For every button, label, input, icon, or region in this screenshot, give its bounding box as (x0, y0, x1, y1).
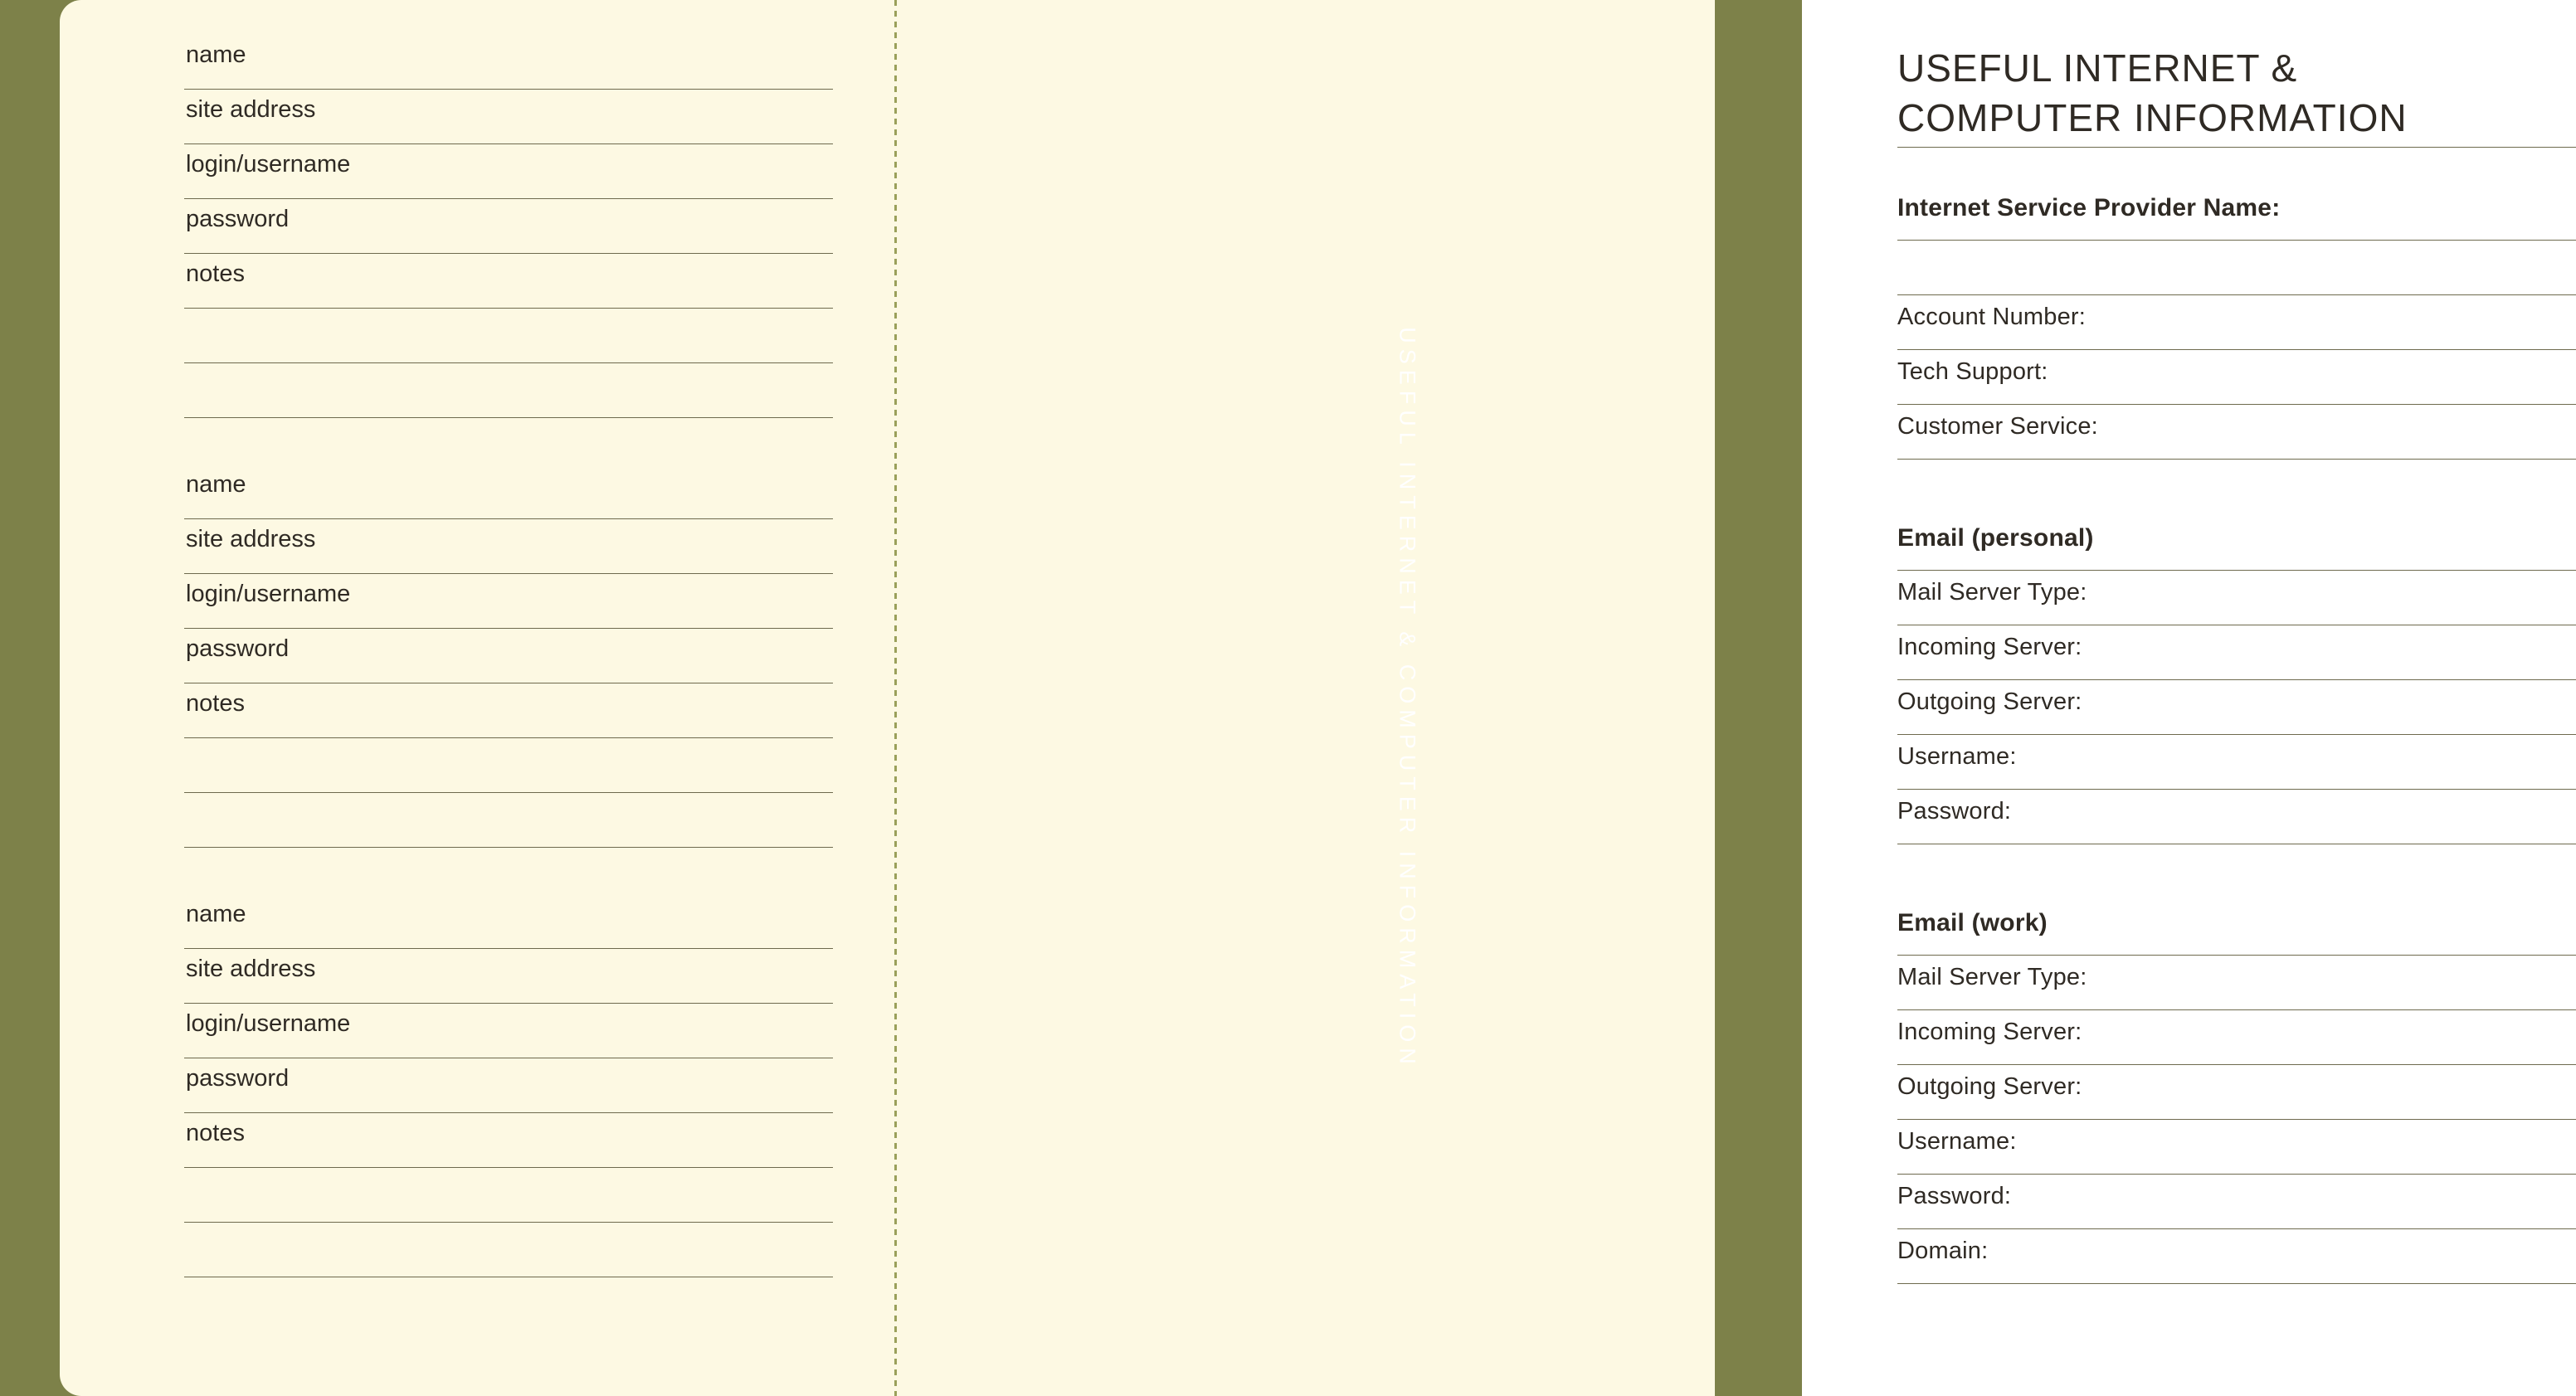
internet-info-form (1897, 48, 2576, 1292)
field-label: Username: (1897, 743, 2017, 771)
page-title (1897, 48, 2576, 148)
page-title-line-1: USEFUL INTERNET & (1897, 46, 2298, 90)
section-heading-label: Email (personal) (1897, 524, 2094, 552)
field-incoming-server-work[interactable] (1897, 1019, 2576, 1073)
section-heading-label: Email (work) (1897, 909, 2048, 937)
write-line (1897, 1228, 2576, 1229)
blank-write-line[interactable] (184, 372, 833, 426)
field-username-work[interactable] (1897, 1128, 2576, 1183)
field-label: name (186, 901, 246, 927)
write-line (184, 948, 833, 949)
write-line (1897, 1174, 2576, 1175)
field-password[interactable] (184, 637, 833, 692)
field-label: notes (186, 690, 245, 717)
write-line (184, 143, 833, 144)
blank-write-line[interactable] (184, 1231, 833, 1286)
blank-write-line[interactable] (184, 747, 833, 801)
section-heading-email-work (1897, 909, 2576, 964)
field-label: site address (186, 96, 316, 123)
field-label: notes (186, 260, 245, 287)
field-label: login/username (186, 1010, 351, 1037)
write-line (1897, 1064, 2576, 1065)
write-line (184, 847, 833, 848)
page-title-line-2: COMPUTER INFORMATION (1897, 95, 2408, 139)
field-notes[interactable] (184, 262, 833, 317)
section-tab-strip[interactable] (1395, 0, 1802, 1396)
field-login-username[interactable] (184, 1012, 833, 1067)
field-label: Password: (1897, 798, 2012, 825)
section-spacer (1897, 853, 2576, 902)
field-password-personal[interactable] (1897, 798, 2576, 853)
right-page (899, 0, 2408, 1396)
field-label: Incoming Server: (1897, 634, 2082, 661)
write-line (184, 1222, 833, 1223)
write-line (184, 89, 833, 90)
write-line (1897, 240, 2576, 241)
field-label: name (186, 471, 246, 498)
section-heading-isp[interactable] (1897, 194, 2576, 249)
credential-entry (184, 473, 833, 856)
field-label: Mail Server Type: (1897, 964, 2087, 991)
write-line (1897, 570, 2576, 571)
field-mail-server-type-work[interactable] (1897, 964, 2576, 1019)
field-label: password (186, 206, 290, 232)
field-label: Mail Server Type: (1897, 579, 2087, 606)
field-password[interactable] (184, 1067, 833, 1121)
field-name[interactable] (184, 473, 833, 528)
write-line (184, 792, 833, 793)
blank-write-line[interactable] (1897, 249, 2576, 304)
field-label: password (186, 1065, 290, 1092)
write-line (184, 1112, 833, 1113)
field-site-address[interactable] (184, 528, 833, 582)
left-page (60, 0, 899, 1396)
section-spacer (1897, 468, 2576, 518)
field-label: login/username (186, 151, 351, 178)
write-line (184, 1003, 833, 1004)
field-label: Incoming Server: (1897, 1019, 2082, 1046)
write-line (184, 518, 833, 519)
field-label: Username: (1897, 1128, 2017, 1155)
write-line (1897, 789, 2576, 790)
field-label: name (186, 41, 246, 68)
field-account-number[interactable] (1897, 304, 2576, 358)
field-site-address[interactable] (184, 98, 833, 153)
write-line (1897, 679, 2576, 680)
binding-edge-left (0, 0, 60, 1396)
field-incoming-server-personal[interactable] (1897, 634, 2576, 688)
write-line (184, 573, 833, 574)
field-outgoing-server-personal[interactable] (1897, 688, 2576, 743)
section-email-personal (1897, 524, 2576, 853)
field-label: site address (186, 526, 316, 552)
field-login-username[interactable] (184, 582, 833, 637)
field-name[interactable] (184, 43, 833, 98)
field-mail-server-type-personal[interactable] (1897, 579, 2576, 634)
write-line (184, 737, 833, 738)
write-line (1897, 734, 2576, 735)
write-line (184, 253, 833, 254)
write-line (1897, 1119, 2576, 1120)
field-label: Tech Support: (1897, 358, 2048, 386)
password-log-entries (184, 43, 833, 1332)
field-label: password (186, 635, 290, 662)
write-line (1897, 404, 2576, 405)
section-isp (1897, 194, 2576, 468)
write-line (1897, 294, 2576, 295)
field-tech-support[interactable] (1897, 358, 2576, 413)
write-line (184, 1167, 833, 1168)
write-line (1897, 459, 2576, 460)
field-outgoing-server-work[interactable] (1897, 1073, 2576, 1128)
field-label: Domain: (1897, 1238, 1989, 1265)
section-email-work (1897, 909, 2576, 1292)
write-line (1897, 1009, 2576, 1010)
field-password[interactable] (184, 207, 833, 262)
field-password-work[interactable] (1897, 1183, 2576, 1238)
field-label: Outgoing Server: (1897, 688, 2082, 716)
credential-entry (184, 43, 833, 426)
write-line (1897, 955, 2576, 956)
field-username-personal[interactable] (1897, 743, 2576, 798)
field-label: Account Number: (1897, 304, 2087, 331)
field-label: notes (186, 1120, 245, 1146)
blank-write-line[interactable] (184, 1176, 833, 1231)
blank-write-line[interactable] (184, 317, 833, 372)
write-line (1897, 349, 2576, 350)
write-line (184, 628, 833, 629)
page-gutter-dotted-line (894, 0, 898, 1396)
field-label: site address (186, 956, 316, 982)
field-name[interactable] (184, 902, 833, 957)
write-line (184, 362, 833, 363)
field-login-username[interactable] (184, 153, 833, 207)
write-line (184, 198, 833, 199)
field-site-address[interactable] (184, 957, 833, 1012)
field-label: Customer Service: (1897, 413, 2098, 440)
credential-entry (184, 902, 833, 1286)
section-tab-label: USEFUL INTERNET & COMPUTER INFORMATION (1395, 326, 1420, 1070)
write-line (184, 308, 833, 309)
field-label: Outgoing Server: (1897, 1073, 2082, 1101)
write-line (1897, 1283, 2576, 1284)
section-heading-email-personal (1897, 524, 2576, 579)
blank-write-line[interactable] (184, 801, 833, 856)
section-heading-label: Internet Service Provider Name: (1897, 194, 2281, 222)
write-line (184, 417, 833, 418)
field-notes[interactable] (184, 1121, 833, 1176)
field-domain-work[interactable] (1897, 1238, 2576, 1292)
field-customer-service[interactable] (1897, 413, 2576, 468)
field-label: login/username (186, 581, 351, 607)
field-label: Password: (1897, 1183, 2012, 1210)
field-notes[interactable] (184, 692, 833, 747)
